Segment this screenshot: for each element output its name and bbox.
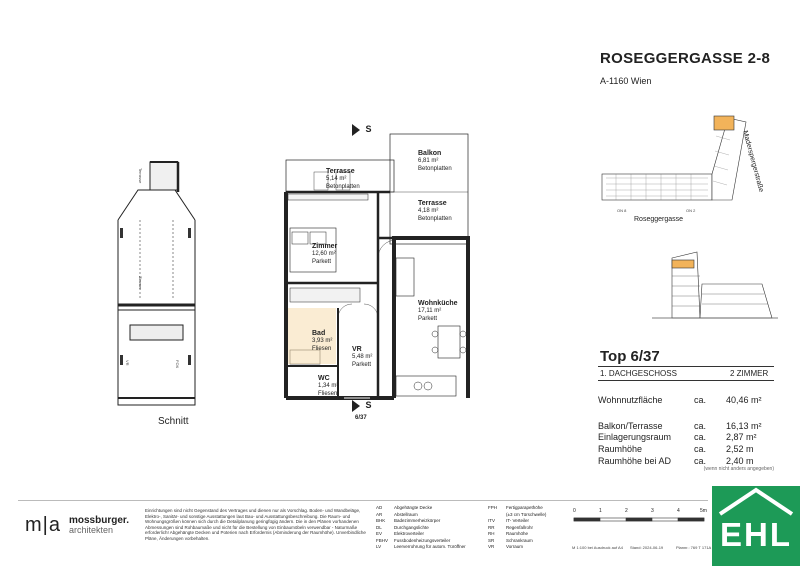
room-vr <box>352 346 372 369</box>
room-wohnkueche <box>418 300 458 323</box>
north-arrow-left <box>352 400 372 412</box>
room-zimmer <box>312 243 337 266</box>
logo-name: mossburger. <box>68 515 130 526</box>
disclaimer: Einrichtungen sind nicht Gegenstand des Vertrages und dienen nur als Vorschlag. Boden- und Wandbeläge, Elektro-, Sanitär- und sonstige Ausstattungen laut Bau- und Ausstattungsbeschreibung. Die Raum- und Wohnungsgrößen können sich durch die Detailplanung geringfügig ändern. Die in den Plänen vorhandenen Abmessungen sind Rohbaumaße und nicht für die Bestellung von Einbaumöbeln verwendbar - Naturmaße erforderlich! Abgehängte Decken und Poterien nach Erfordernis (Abminderung der Raumhöhe). Unverbindliche Pläne, Änderungen vorbehalten. <box>145 508 366 541</box>
room-name: Bad <box>312 330 326 337</box>
legend-code: RR <box>488 524 495 530</box>
brand-text: EHL <box>720 516 792 553</box>
legend-1 <box>376 505 486 551</box>
legend-text: Elektroverteiler <box>394 531 425 536</box>
logo-sub: architekten <box>68 525 114 535</box>
room-name: Wohnküche <box>418 300 458 307</box>
area-label: Balkon/Terrasse <box>598 421 663 431</box>
site-street-1: Roseggergasse <box>634 216 684 223</box>
legend-code: RH <box>488 531 495 536</box>
area-value: 2,52 m <box>726 444 754 454</box>
room-floor: Betonplatten <box>418 215 452 222</box>
legend-text: Leerverrohrung für autom. Türöffner <box>394 544 466 549</box>
room-area: 5,48 m² <box>352 354 373 361</box>
legend-text: Durchgangslichte <box>394 524 429 530</box>
north-left-label: S <box>365 400 372 411</box>
north-top-label: S <box>365 124 372 135</box>
section-drawing <box>100 150 210 412</box>
room-name: Zimmer <box>312 243 338 250</box>
room-wc <box>318 375 338 398</box>
area-ca: ca. <box>694 395 707 405</box>
legend-2 <box>488 505 560 551</box>
area-ca: ca. <box>694 444 707 454</box>
legend-code: BHK <box>376 518 386 523</box>
area-ca: ca. <box>694 456 707 466</box>
scale-info: M 1:100 bei Ausdruck auf A4 <box>572 545 623 550</box>
room-name: WC <box>318 375 330 382</box>
room-area: 12,60 m² <box>312 251 336 258</box>
site-on2-label: ON 2 <box>686 208 696 213</box>
room-floor: Fliesen <box>318 390 338 397</box>
ehl-logo <box>712 486 800 566</box>
scale-tick-5: 5m <box>700 508 707 514</box>
area-value: 40,46 m² <box>726 395 762 405</box>
section-title: Schnitt <box>158 416 189 427</box>
area-row-raumhoehe <box>598 444 774 454</box>
date-info: Stand: 2024-06-19 <box>630 545 664 550</box>
legend-code: ITV <box>488 518 496 523</box>
unit-top: Top 6/37 <box>600 348 660 365</box>
unit-marker: 6/37 <box>355 415 367 421</box>
site-street-2: Maderspergerstraße <box>741 130 765 194</box>
legend-text: Vorraum <box>506 544 524 549</box>
legend-text: Fertigparapethöhe <box>506 505 543 510</box>
area-label: Raumhöhe <box>598 444 643 454</box>
area-row-wohnnutzflaeche <box>598 395 774 405</box>
site-on8-label: ON 8 <box>617 208 627 213</box>
room-area: 5,14 m² <box>326 176 347 183</box>
room-bad <box>312 330 332 353</box>
room-floor: Betonplatten <box>418 165 452 172</box>
room-floor: Fliesen <box>312 345 332 352</box>
legend-code: AD <box>376 505 383 510</box>
room-floor: Parkett <box>352 361 372 368</box>
room-terrasse-2 <box>418 200 452 223</box>
north-arrow-top <box>352 124 372 136</box>
room-floor: Parkett <box>312 258 332 265</box>
area-note: (wenn nicht anders angegeben) <box>703 466 774 472</box>
scale-tick-4: 4 <box>677 508 680 514</box>
legend-code: VR <box>488 544 495 549</box>
unit-divider <box>598 366 774 367</box>
room-area: 6,81 m² <box>418 158 439 165</box>
scale-bar <box>572 512 712 526</box>
room-floor: Parkett <box>418 315 438 322</box>
room-area: 3,93 m² <box>312 338 333 345</box>
scale-tick-1: 1 <box>599 508 602 514</box>
area-row-balkon <box>598 421 774 431</box>
area-ca: ca. <box>694 421 707 431</box>
area-value: 16,13 m² <box>726 421 762 431</box>
legend-text: Regenfallrohr <box>506 524 534 530</box>
area-row-raumhoehe-ad <box>598 456 774 466</box>
section-room-label: Zimmer <box>138 276 143 290</box>
legend-text: IT- Verteiler <box>506 518 530 523</box>
legend-text: Abgehängte Decke <box>394 505 433 510</box>
section-terrace-label: Terrasse <box>138 168 143 184</box>
legend-text: Schrankraum <box>506 537 533 543</box>
room-area: 17,11 m² <box>418 308 442 315</box>
unit-divider-2 <box>598 380 774 381</box>
room-name: VR <box>352 346 362 353</box>
area-row-einlagerung <box>598 432 774 442</box>
room-terrasse-1 <box>326 168 360 191</box>
legend-text: (±3 cm Türschwelle) <box>506 511 547 517</box>
room-area: 1,34 m² <box>318 383 339 390</box>
legend-text: Abstellraum <box>394 511 418 517</box>
building-thumbnail <box>652 248 778 330</box>
legend-text: Raumhöhe <box>506 531 529 536</box>
section-vr-label: VR <box>125 360 130 366</box>
legend-code: FPH <box>488 505 497 510</box>
legend-text: Badezimmerheizkörper <box>394 518 441 523</box>
legend-code: AR <box>376 511 383 517</box>
legend-code: SR <box>488 537 495 543</box>
scale-tick-2: 2 <box>625 508 628 514</box>
plan-number: Plannr.: 769 T 171A <box>676 545 712 550</box>
scale-tick-0: 0 <box>573 508 576 514</box>
logo-mark: m|a <box>25 514 61 536</box>
room-name: Balkon <box>418 150 442 157</box>
area-value: 2,87 m² <box>726 432 757 442</box>
project-title: ROSEGGERGASSE 2-8 <box>600 50 771 67</box>
legend-code: LV <box>376 544 382 549</box>
area-ca: ca. <box>694 432 707 442</box>
section-fox-label: FOX <box>175 360 180 369</box>
area-label: Einlagerungsraum <box>598 432 672 442</box>
area-label: Wohnnutzfläche <box>598 395 663 405</box>
legend-code: DL <box>376 524 382 530</box>
unit-rooms: 2 ZIMMER <box>730 369 769 378</box>
room-balkon <box>418 150 452 173</box>
area-value: 2,40 m <box>726 456 754 466</box>
unit-floor: 1. DACHGESCHOSS <box>600 369 677 378</box>
footer-rule <box>18 500 708 501</box>
room-name: Terrasse <box>418 200 447 207</box>
room-area: 4,18 m² <box>418 208 439 215</box>
project-address: A-1160 Wien <box>600 76 652 86</box>
legend-text: Fussbodenheizungsverteiler <box>394 537 451 543</box>
scale-tick-3: 3 <box>651 508 654 514</box>
room-floor: Betonplatten <box>326 183 360 190</box>
area-label: Raumhöhe bei AD <box>598 456 672 466</box>
legend-code: EV <box>376 531 383 536</box>
legend-code: FBHV <box>376 537 389 543</box>
architect-logo <box>25 514 129 537</box>
room-name: Terrasse <box>326 168 355 175</box>
